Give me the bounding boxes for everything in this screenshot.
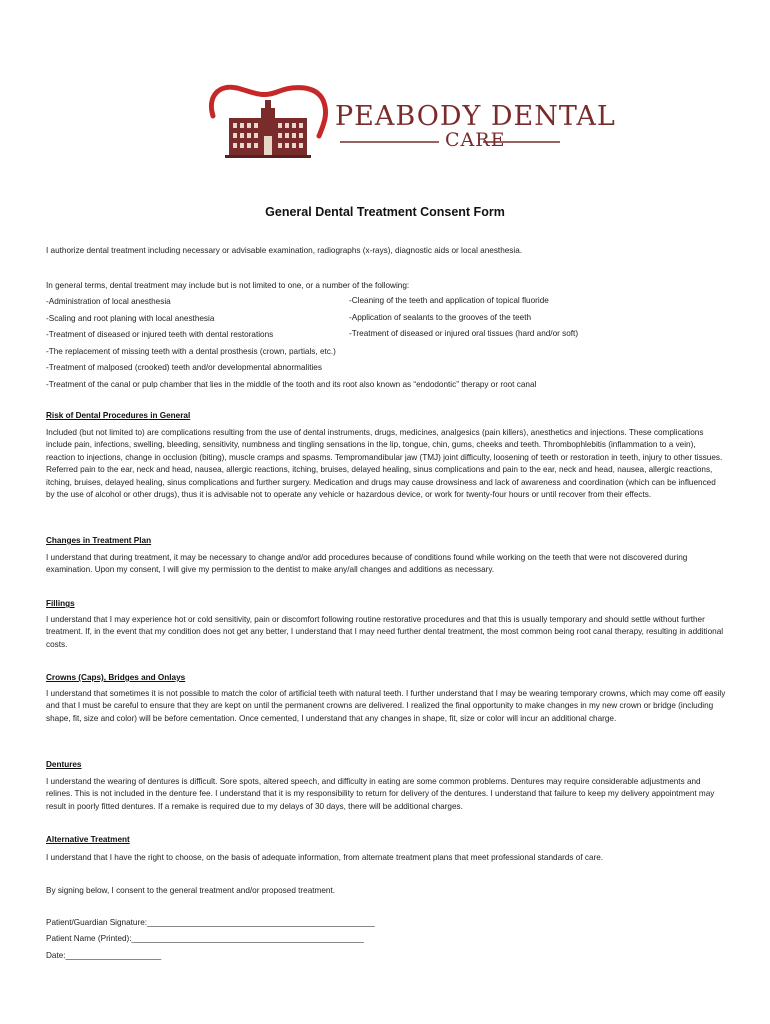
section-body-changes: I understand that during treatment, it may be necessary to change and/or add procedures because of conditions found while working on the teeth that were not discovered during examination. Upon my consent, I will give my permission to the dentist to make any/all changes and additions as necessary. — [46, 553, 688, 575]
list-item: -Treatment of malposed (crooked) teeth and/or developmental abnormalities — [46, 363, 322, 372]
list-item: -The replacement of missing teeth with a dental prosthesis (crown, partials, etc.) — [46, 347, 336, 356]
section-heading-changes: Changes in Treatment Plan — [46, 536, 152, 545]
list-item: -Scaling and root planing with local anesthesia — [46, 314, 215, 323]
authorization-statement: I authorize dental treatment including necessary or advisable examination, radiographs (x-rays), diagnostic aids or local anesthesia. — [46, 246, 523, 255]
section-heading-alternative: Alternative Treatment — [46, 835, 130, 844]
list-item: -Cleaning of the teeth and application of topical fluoride — [349, 296, 549, 305]
list-item: -Application of sealants to the grooves of the teeth — [349, 313, 532, 322]
section-body-dentures: I understand the wearing of dentures is difficult. Sore spots, altered speech, and difficulty in eating are some common problems. Dentures may require considerable adjustments and relines. This is not included in the denture fee. I understand that it is my responsibility to return for delivery of the dentures. I understand that failure to keep my delivery appointment may result in poorly fitted dentures. If a remake is required due to my delays of 30 days, there will be additional charges. — [46, 777, 715, 811]
section-heading-risk: Risk of Dental Procedures in General — [46, 411, 191, 420]
list-item: -Administration of local anesthesia — [46, 297, 171, 306]
list-item: -Treatment of the canal or pulp chamber that lies in the middle of the tooth and its root also known as “endodontic” therapy or root canal — [46, 380, 537, 389]
consent-statement: By signing below, I consent to the general treatment and/or proposed treatment. — [46, 886, 336, 895]
list-item: -Treatment of diseased or injured oral tissues (hard and/or soft) — [349, 329, 579, 338]
section-body-alternative: I understand that I have the right to choose, on the basis of adequate information, from alternate treatment plans that meet professional standards of care. — [46, 853, 604, 862]
brand-subname: CARE — [445, 129, 506, 151]
brand-name: PEABODY DENTAL — [335, 101, 616, 132]
section-heading-dentures: Dentures — [46, 760, 82, 769]
section-heading-crowns: Crowns (Caps), Bridges and Onlays — [46, 673, 186, 682]
list-item: -Treatment of diseased or injured teeth with dental restorations — [46, 330, 274, 339]
date-field[interactable]: Date:_____________________ — [46, 951, 162, 960]
section-heading-fillings: Fillings — [46, 599, 75, 608]
treatment-list-intro: In general terms, dental treatment may include but is not limited to one, or a number of the following: — [46, 281, 410, 290]
patient-signature-field[interactable]: Patient/Guardian Signature:__________________________________________________ — [46, 918, 375, 927]
patient-name-field[interactable]: Patient Name (Printed):___________________________________________________ — [46, 934, 364, 943]
section-body-risk: Included (but not limited to) are complications resulting from the use of dental instruments, drugs, medicines, analgesics (pain killers), anesthetics and injections. These complications include pain, infections, swelling, bleeding, sensitivity, numbness and tingling sensations in the lip, tongue, chin, gums, cheeks and teeth. Thrombophlebitis (inflammation to a vein), reaction to injections, change in occlusion (biting), muscle cramps and spasms. Tempromandibular jaw (TMJ) joint difficulty, loosening of teeth or restoration in teeth, injury to other tissues. Referred pain to the ear, neck and head, nausea, allergic reactions, itching, bruises, delayed healing, sinus complications and pain to the ear, neck and head, nausea, allergic reactions, itching, bruises, delayed healing, sinus complications and further surgery. Medication and drugs may cause drowsiness and lack of awareness and coordination (which can be influenced by the use of alcohol or other drugs), thus it is advisable not to operate any vehicle or hazardous device, or work for twenty-four hours or until recover from their effects. — [46, 428, 723, 500]
form-title: General Dental Treatment Consent Form — [265, 205, 505, 219]
building-icon — [225, 100, 311, 158]
section-body-crowns: I understand that sometimes it is not possible to match the color of artificial teeth with natural teeth. I further understand that I may be wearing temporary crowns, which may come off easily and that I must be careful to ensure that they are kept on until the permanent crowns are delivered. I realized the final opportunity to make changes in my new crown or bridge (including shape, fit, size and color) will be before cementation. Once cemented, I understand that any changes in shape, fit, size or color will incur an additional charge. — [46, 689, 726, 723]
section-body-fillings: I understand that I may experience hot or cold sensitivity, pain or discomfort following routine restorative procedures and that this is usually temporary and should settle without further treatment. If, in the event that my condition does not get any better, I understand that I may need further dental treatment, the most common being root canal therapy, resulting in additional costs. — [46, 615, 724, 649]
